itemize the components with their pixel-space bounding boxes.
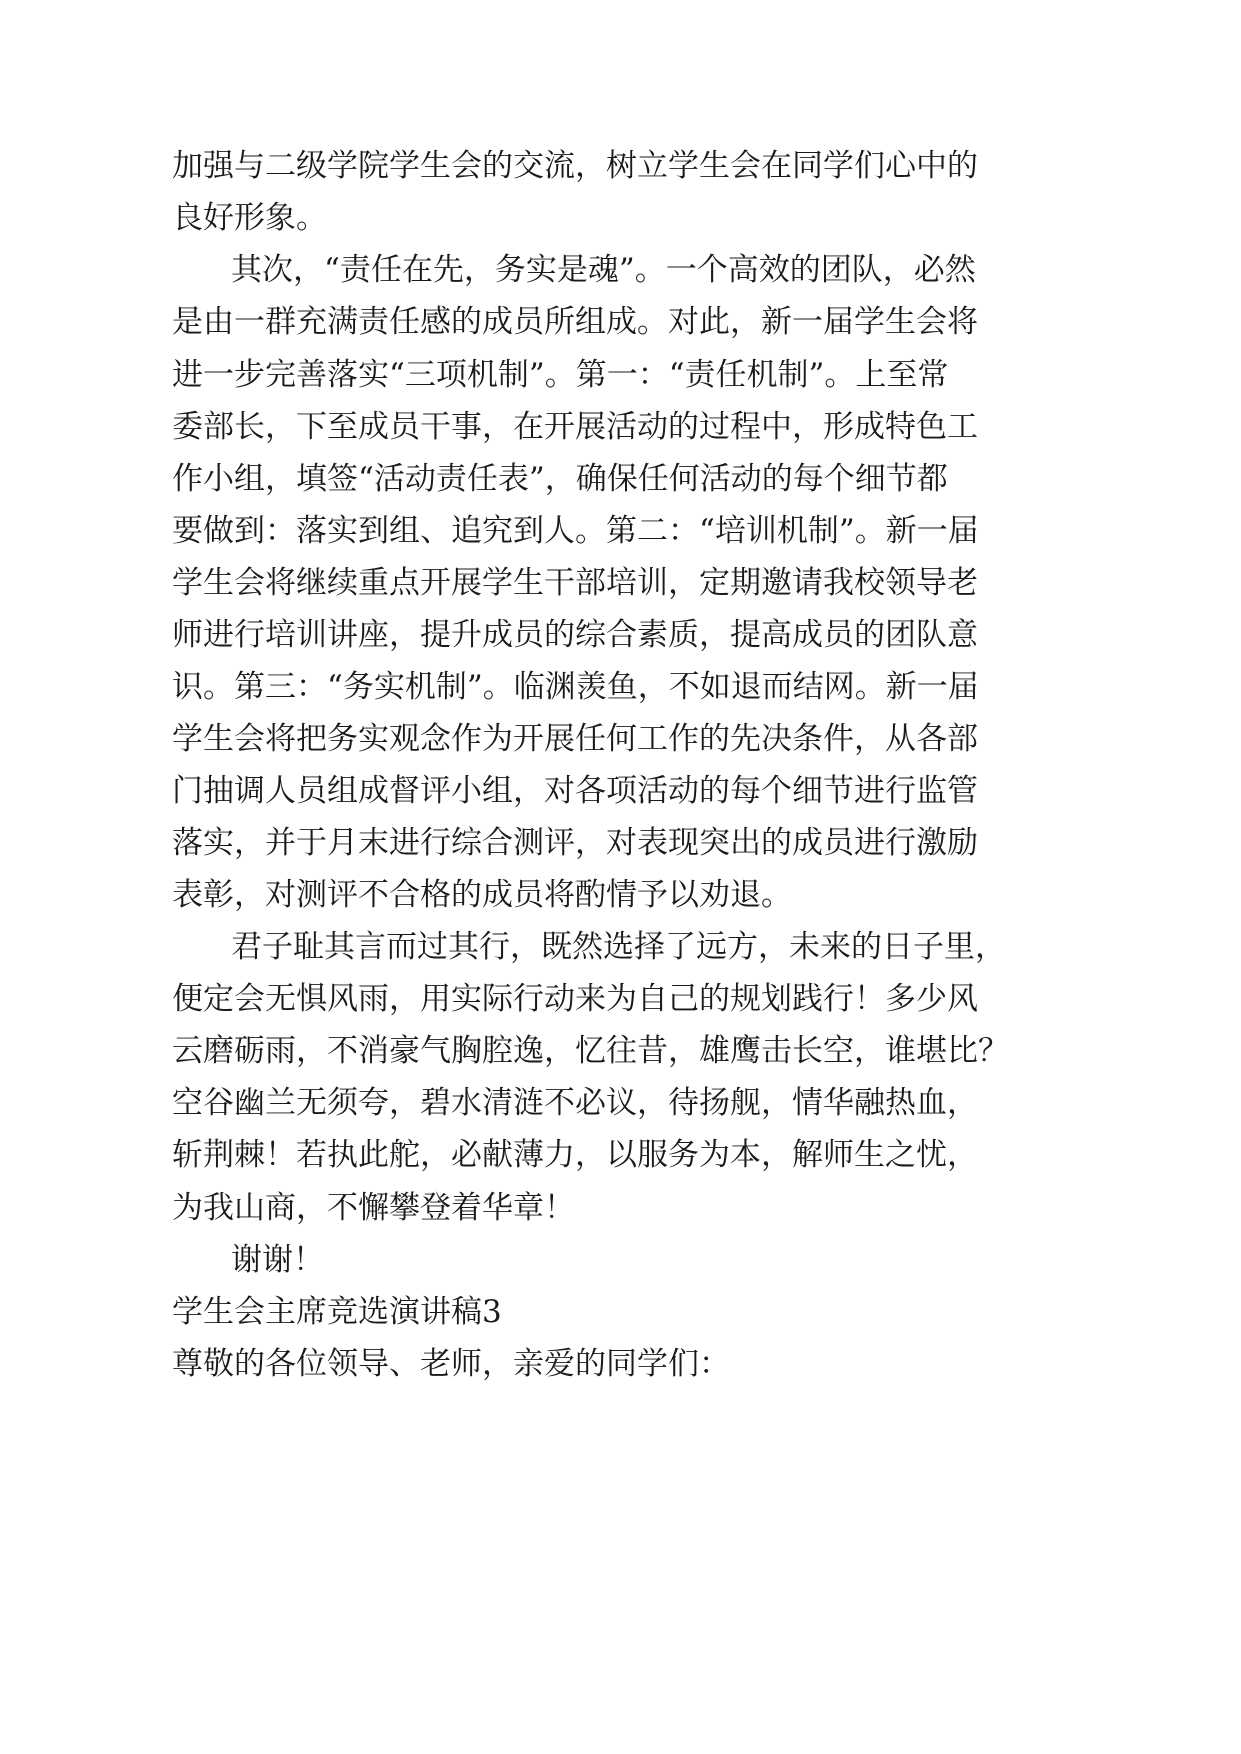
- text-line: 表彰，对测评不合格的成员将酌情予以劝退。: [172, 877, 792, 913]
- text-line: 作小组，填签“活动责任表”，确保任何活动的每个细节都: [172, 461, 948, 497]
- text-line: 要做到：落实到组、追究到人。第二：“培训机制”。新一届: [172, 513, 979, 549]
- section-heading: 学生会主席竞选演讲稿3: [172, 1294, 502, 1330]
- salutation-line: 尊敬的各位领导、老师，亲爱的同学们：: [172, 1346, 730, 1382]
- text-line: 为我山商，不懈攀登着华章！: [172, 1190, 575, 1226]
- text-line: 良好形象。: [172, 200, 327, 236]
- text-line: 落实，并于月末进行综合测评，对表现突出的成员进行激励: [172, 825, 978, 861]
- text-line: 空谷幽兰无须夸，碧水清涟不必议，待扬舰，情华融热血，: [172, 1085, 978, 1121]
- text-line: 学生会将把务实观念作为开展任何工作的先决条件，从各部: [172, 721, 978, 757]
- text-line: 便定会无惧风雨，用实际行动来为自己的规划践行！多少风: [172, 981, 978, 1017]
- text-line: 加强与二级学院学生会的交流，树立学生会在同学们心中的: [172, 148, 978, 184]
- text-line: 斩荆棘！若执此舵，必献薄力，以服务为本，解师生之忧，: [172, 1137, 978, 1173]
- text-line: 进一步完善落实“三项机制”。第一：“责任机制”。上至常: [172, 357, 949, 393]
- text-line: 门抽调人员组成督评小组，对各项活动的每个细节进行监管: [172, 773, 978, 809]
- text-line: 学生会将继续重点开展学生干部培训，定期邀请我校领导老: [172, 565, 978, 601]
- text-line: 师进行培训讲座，提升成员的综合素质，提高成员的团队意: [172, 617, 978, 653]
- text-line: 云磨砺雨，不消豪气胸腔逸，忆往昔，雄鹰击长空，谁堪比？: [172, 1033, 1009, 1069]
- text-line: 其次，“责任在先，务实是魂”。一个高效的团队，必然: [231, 252, 976, 288]
- text-line: 君子耻其言而过其行，既然选择了远方，未来的日子里，: [231, 929, 1006, 965]
- text-line: 识。第三：“务实机制”。临渊羡鱼，不如退而结网。新一届: [172, 669, 979, 705]
- text-line: 委部长，下至成员干事，在开展活动的过程中，形成特色工: [172, 409, 978, 445]
- text-line: 是由一群充满责任感的成员所组成。对此，新一届学生会将: [172, 304, 978, 340]
- text-line: 谢谢！: [231, 1242, 324, 1278]
